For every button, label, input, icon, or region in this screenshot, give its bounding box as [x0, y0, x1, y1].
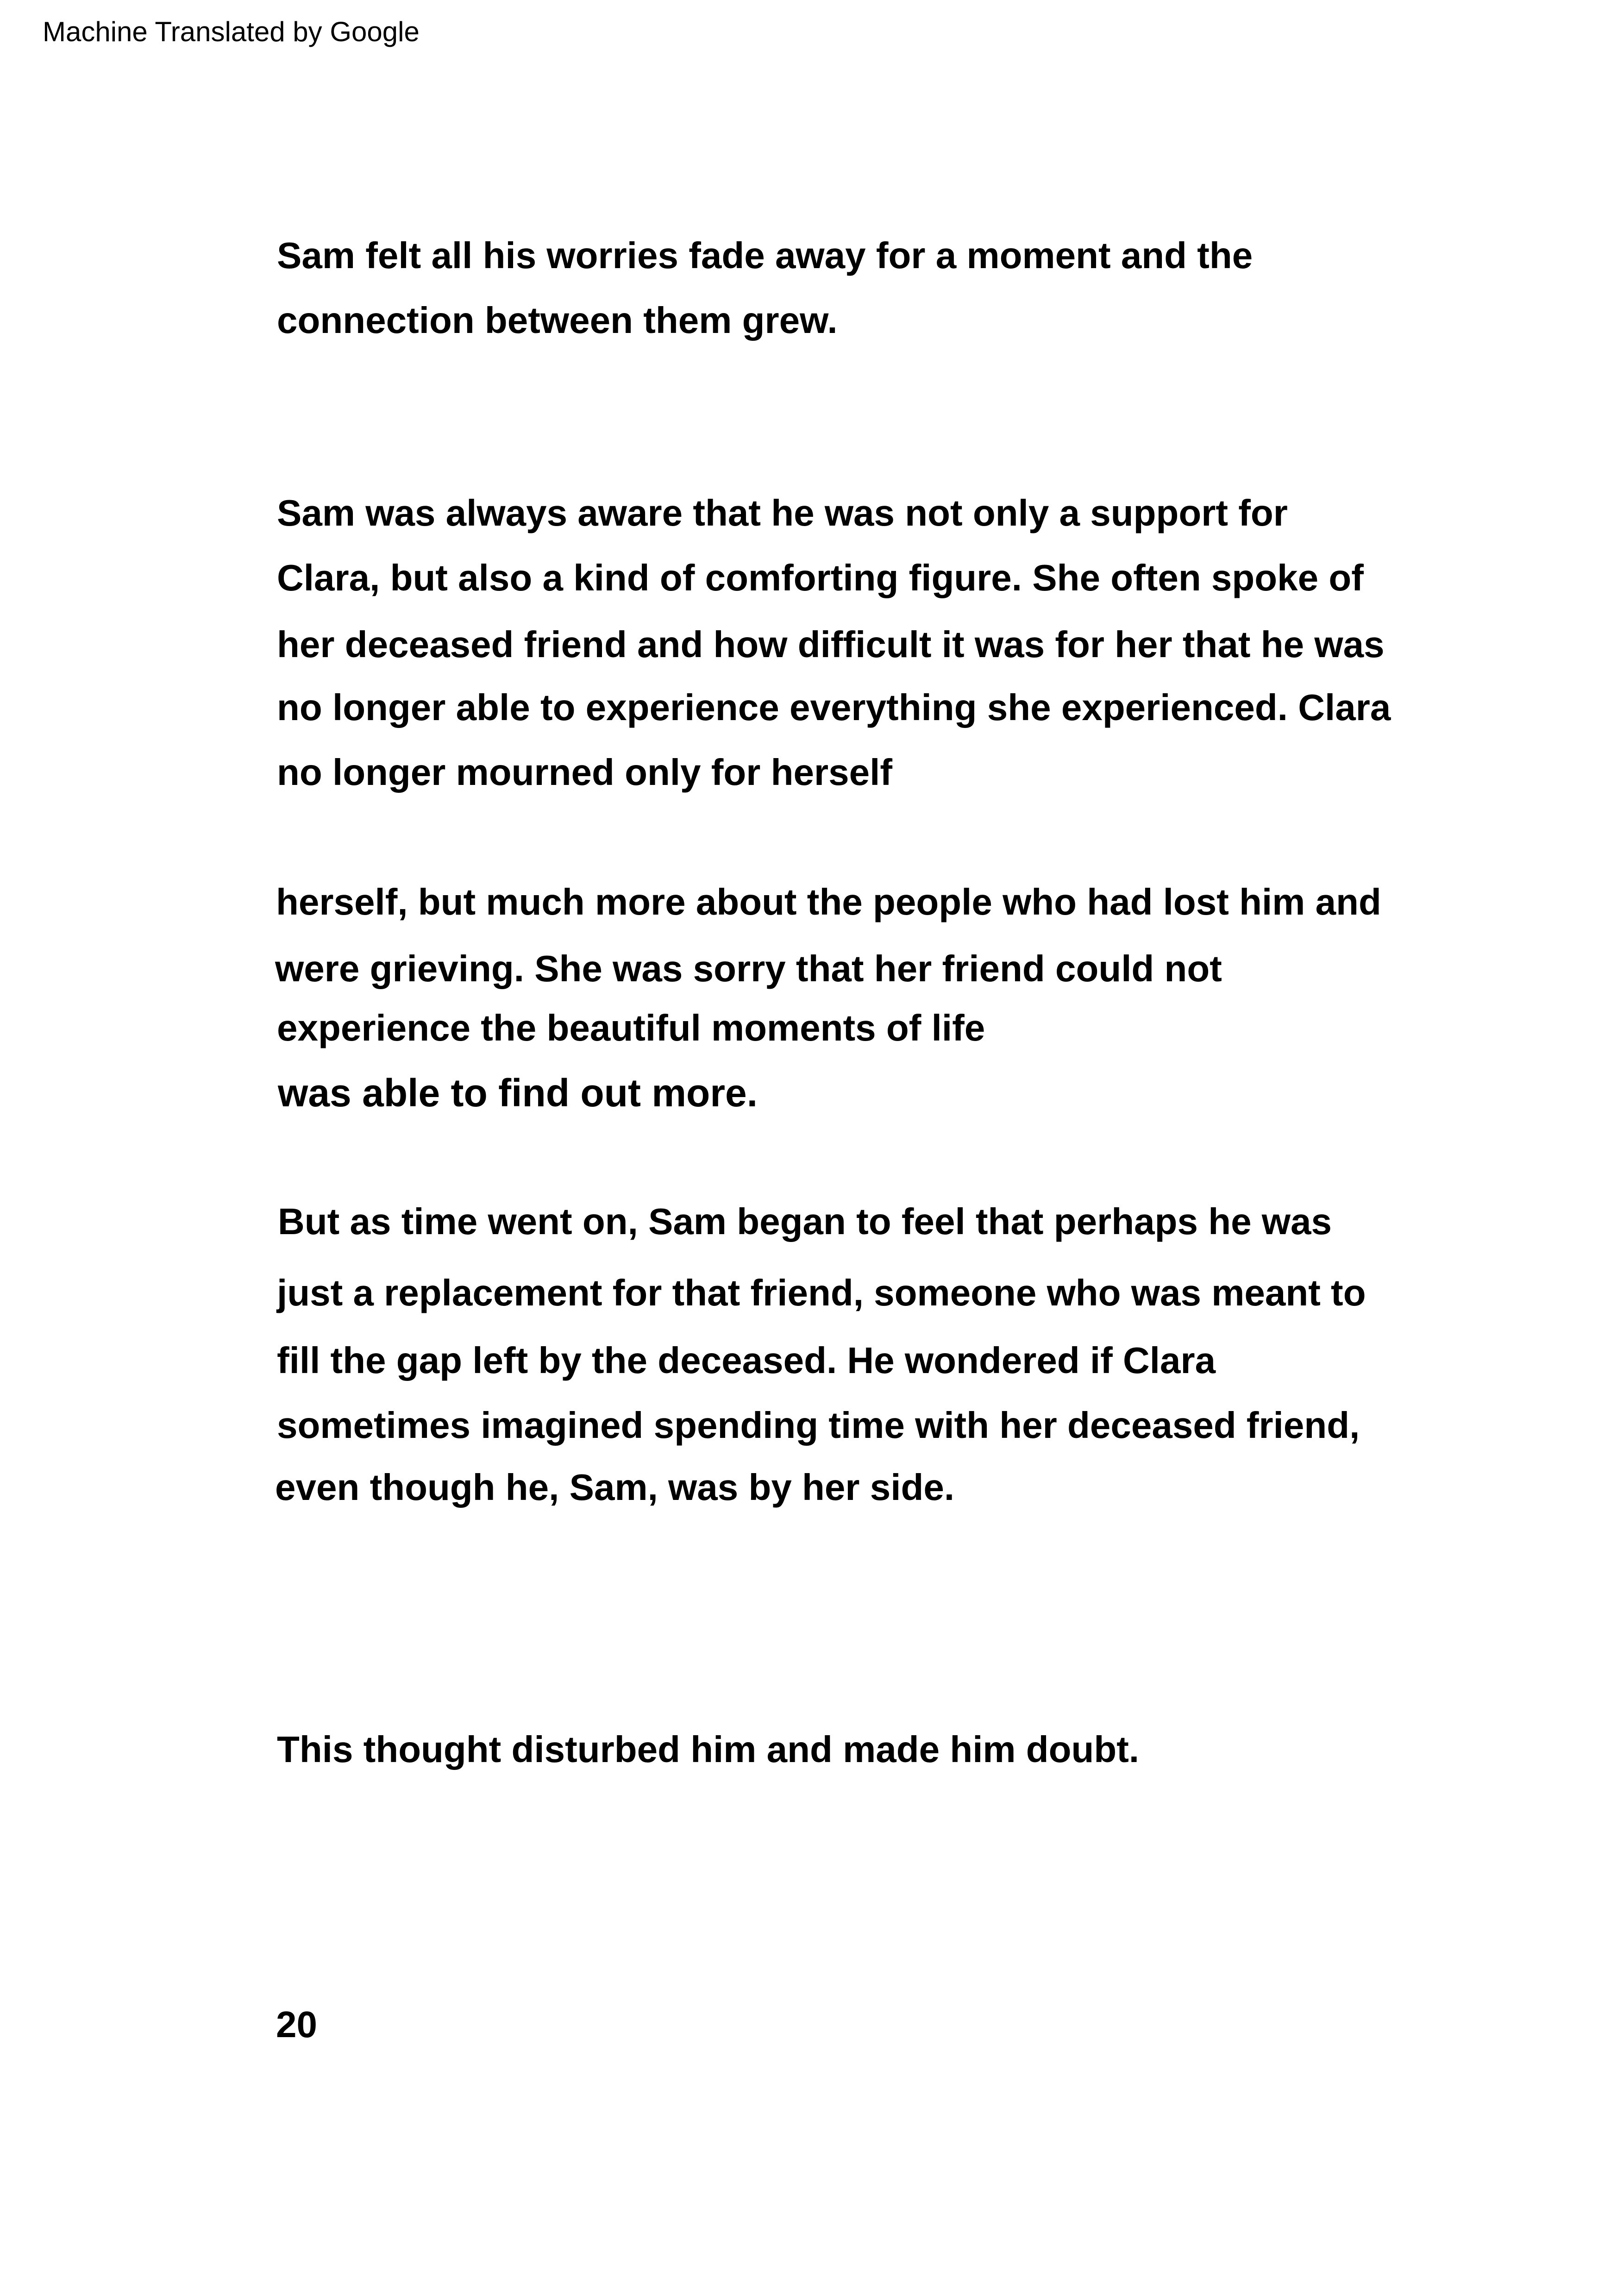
body-line: sometimes imagined spending time with her deceased friend,: [277, 1405, 1360, 1446]
body-line: Sam felt all his worries fade away for a moment and the: [277, 235, 1253, 276]
body-line: But as time went on, Sam began to feel that perhaps he was: [278, 1201, 1332, 1242]
page-number: 20: [276, 2004, 317, 2045]
body-line: Clara, but also a kind of comforting figure. She often spoke of: [277, 557, 1364, 598]
body-line: herself, but much more about the people who had lost him and: [276, 881, 1381, 922]
body-line: This thought disturbed him and made him doubt.: [277, 1729, 1140, 1770]
body-line: no longer able to experience everything she experienced. Clara: [277, 687, 1391, 728]
body-line: her deceased friend and how difficult it was for her that he was: [277, 624, 1385, 665]
body-line: Sam was always aware that he was not only a support for: [277, 492, 1288, 533]
body-line: even though he, Sam, was by her side.: [275, 1467, 955, 1508]
body-line: was able to find out more.: [278, 1071, 758, 1115]
body-line: were grieving. She was sorry that her friend could not: [275, 948, 1222, 989]
body-line: connection between them grew.: [277, 300, 838, 341]
body-line: no longer mourned only for herself: [277, 752, 892, 793]
body-line: experience the beautiful moments of life: [277, 1007, 985, 1048]
body-line: just a replacement for that friend, someone who was meant to: [277, 1272, 1366, 1313]
body-line: fill the gap left by the deceased. He wondered if Clara: [277, 1340, 1216, 1381]
machine-translation-note: Machine Translated by Google: [43, 16, 420, 47]
